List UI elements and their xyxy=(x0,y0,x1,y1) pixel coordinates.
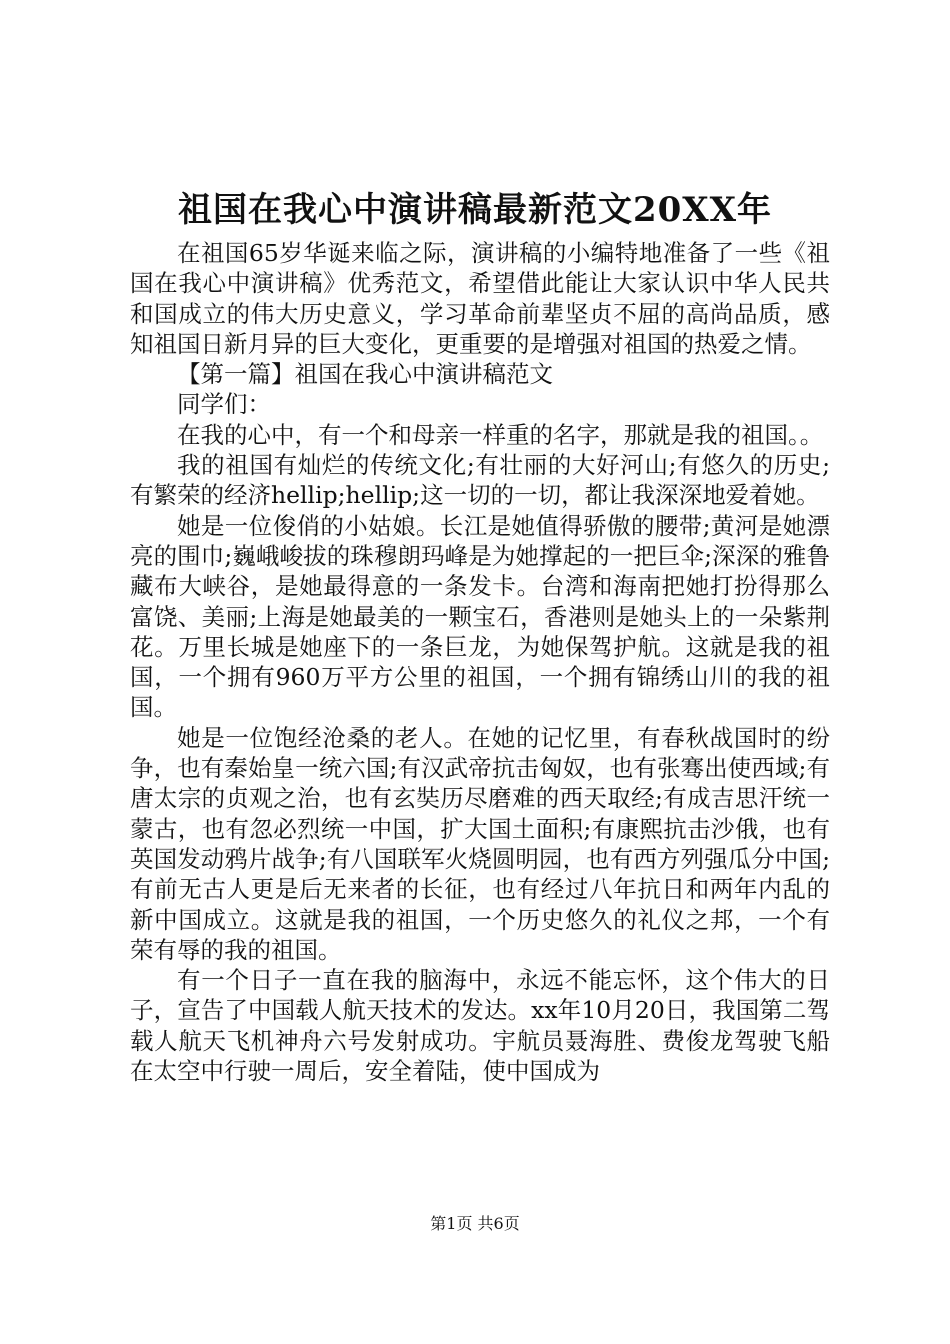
salutation: 同学们： xyxy=(177,390,271,419)
document-title: 祖国在我心中演讲稿最新范文20XX年 xyxy=(177,190,773,230)
section-heading: 【第一篇】祖国在我心中演讲稿范文 xyxy=(177,360,553,389)
body-paragraph: 我的祖国有灿烂的传统文化;有壮丽的大好河山;有悠久的历史;有繁荣的经济hellip;hellip;这一切的一切，都让我深深地爱着她。 xyxy=(130,451,830,510)
document-body xyxy=(130,238,830,1086)
intro-paragraph: 在祖国65岁华诞来临之际，演讲稿的小编特地准备了一些《祖国在我心中演讲稿》优秀范文，希望借此能让大家认识中华人民共和国成立的伟大历史意义，学习革命前辈坚贞不屈的高尚品质，感知祖国日新月异的巨大变化，更重要的是增强对祖国的热爱之情。 xyxy=(130,239,830,358)
body-paragraph: 她是一位俊俏的小姑娘。长江是她值得骄傲的腰带;黄河是她漂亮的围巾;巍峨峻拔的珠穆朗玛峰是为她撑起的一把巨伞;深深的雅鲁藏布大峡谷，是她最得意的一条发卡。台湾和海南把她打扮得那么富饶、美丽;上海是她最美的一颗宝石，香港则是她头上的一朵紫荆花。万里长城是她座下的一条巨龙，为她保驾护航。这就是我的祖国，一个拥有960万平方公里的祖国，一个拥有锦绣山川的我的祖国。 xyxy=(130,511,830,722)
body-paragraph: 有一个日子一直在我的脑海中，永远不能忘怀，这个伟大的日子，宣告了中国载人航天技术的发达。xx年10月20日，我国第二驾载人航天飞机神舟六号发射成功。宇航员聂海胜、费俊龙驾驶飞船在太空中行驶一周后，安全着陆，使中国成为 xyxy=(130,966,830,1086)
body-paragraph: 她是一位饱经沧桑的老人。在她的记忆里，有春秋战国时的纷争，也有秦始皇一统六国;有汉武帝抗击匈奴，也有张骞出使西域;有唐太宗的贞观之治，也有玄奘历尽磨难的西天取经;有成吉思汗统一蒙古，也有忽必烈统一中国，扩大国土面积;有康熙抗击沙俄，也有英国发动鸦片战争;有八国联军火烧圆明园，也有西方列强瓜分中国;有前无古人更是后无来者的长征，也有经过八年抗日和两年内乱的新中国成立。这就是我的祖国，一个历史悠久的礼仪之邦，一个有荣有辱的我的祖国。 xyxy=(130,723,830,964)
body-paragraph: 在我的心中，有一个和母亲一样重的名字，那就是我的祖国。。 xyxy=(177,420,824,449)
page-number-footer: 第1页 共6页 xyxy=(430,1214,520,1233)
